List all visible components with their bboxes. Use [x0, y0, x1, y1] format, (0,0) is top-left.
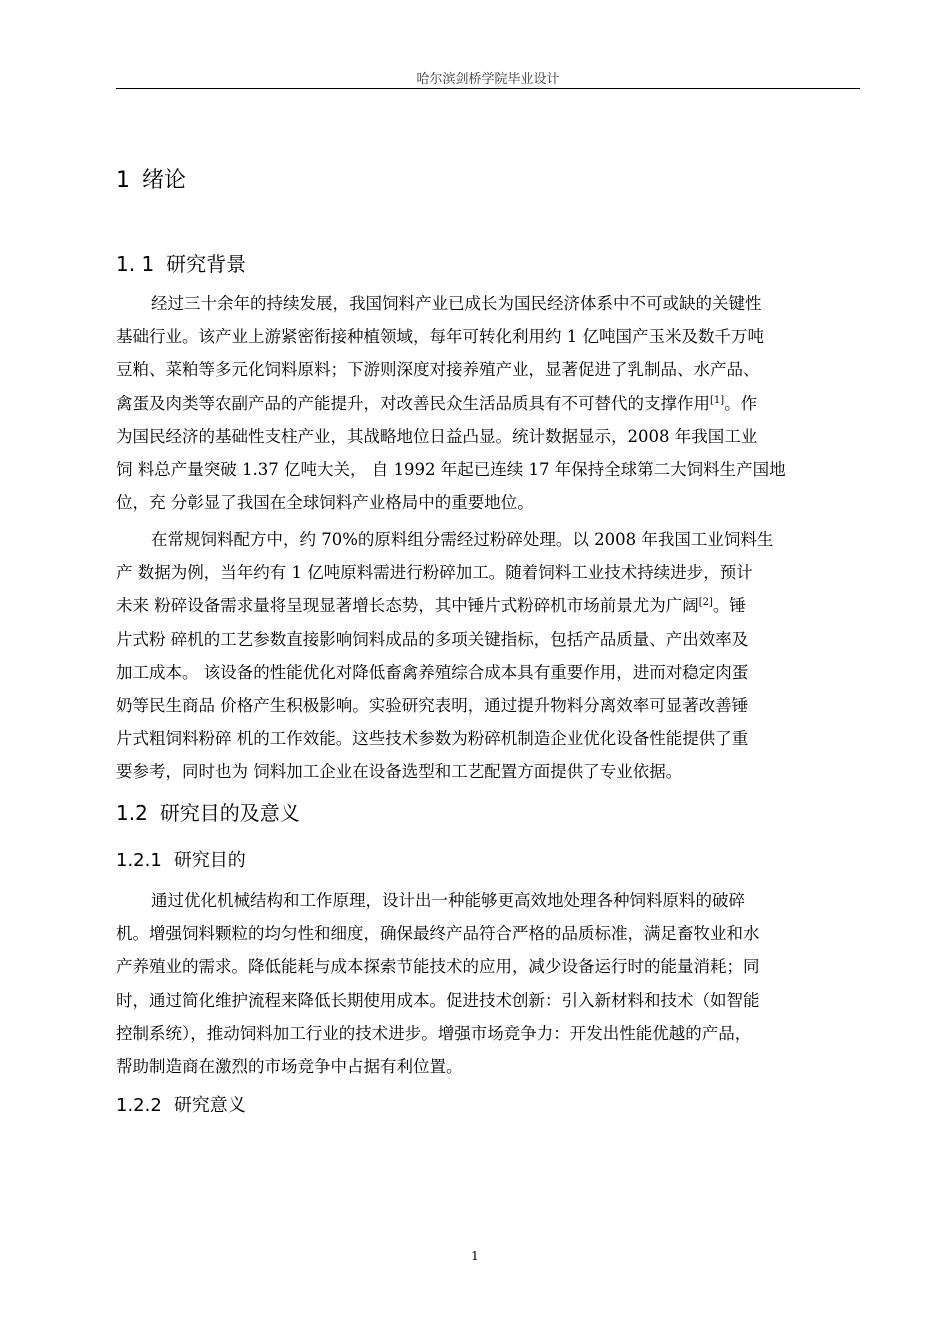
paragraph-background-2 [116, 523, 860, 789]
paragraph-purpose [116, 884, 860, 1083]
chapter-number: 1 [116, 168, 130, 193]
text-line: 在常规饲料配方中，约 70%的原料组分需经过粉碎处理。以 2008 年我国工业饲料生 [151, 530, 774, 549]
section-heading-1-2-2 [116, 1091, 246, 1117]
chapter-title [116, 163, 186, 194]
section-title: 研究目的及意义 [159, 801, 300, 825]
page-header: 哈尔滨剑桥学院毕业设计 [416, 72, 560, 87]
section-heading-1-2 [116, 797, 300, 826]
section-title: 研究意义 [173, 1095, 246, 1116]
section-heading-1-2-1 [116, 846, 246, 872]
citation-ref-1: [1] [710, 394, 725, 406]
text-segment: 。锤 [712, 596, 746, 616]
text-line: 时，通过简化维护流程来降低长期使用成本。促进技术创新：引入新材料和技术（如智能 [116, 990, 760, 1010]
text-line: 要参考，同时也为 饲料加工企业在设备选型和工艺配置方面提供了专业依据。 [116, 762, 683, 782]
text-line: 豆粕、菜粕等多元化饲料原料；下游则深度对接养殖产业，显著促进了乳制品、水产品、 [116, 360, 760, 380]
paragraph-background-1 [116, 287, 860, 519]
header-divider [116, 88, 860, 89]
section-number: 1.2.1 [116, 850, 162, 871]
text-line [116, 589, 860, 622]
text-line: 通过优化机械结构和工作原理，设计出一种能够更高效地处理各种饲料原料的破碎 [151, 891, 745, 910]
text-segment: 未来 粉碎设备需求量将呈现显著增长态势，其中锤片式粉碎机市场前景尤为广阔 [116, 596, 699, 616]
text-line: 片式粉 碎机的工艺参数直接影响饲料成品的多项关键指标，包括产品质量、产出效率及 [116, 629, 749, 649]
text-line: 经过三十余年的持续发展，我国饲料产业已成长为国民经济体系中不可或缺的关键性 [151, 294, 762, 313]
text-line [116, 387, 860, 420]
text-line: 产养殖业的需求。降低能耗与成本探索节能技术的应用，减少设备运行时的能量消耗；同 [116, 957, 760, 977]
section-number: 1.2.2 [116, 1095, 162, 1116]
text-line: 位，充 分彰显了我国在全球饲料产业格局中的重要地位。 [116, 493, 534, 513]
text-line: 加工成本。 该设备的性能优化对降低畜禽养殖综合成本具有重要作用，进而对稳定肉蛋 [116, 662, 749, 682]
text-segment: 。作 [724, 393, 758, 413]
text-line: 控制系统），推动饲料加工行业的技术进步。增强市场竞争力：开发出性能优越的产品， [116, 1023, 752, 1043]
section-number: 1. 1 [116, 252, 155, 276]
text-line: 饲 料总产量突破 1.37 亿吨大关， 自 1992 年起已连续 17 年保持全球第二大饲料生产国地 [116, 459, 786, 479]
section-number: 1.2 [116, 801, 148, 825]
text-line: 片式粗饲料粉碎 机的工作效能。这些技术参数为粉碎机制造企业优化设备性能提供了重 [116, 729, 749, 749]
text-line: 为国民经济的基础性支柱产业，其战略地位日益凸显。统计数据显示，2008 年我国工业 [116, 426, 758, 446]
section-title: 研究目的 [173, 850, 246, 871]
text-line: 产 数据为例，当年约有 1 亿吨原料需进行粉碎加工。随着饲料工业技术持续进步，预计 [116, 563, 753, 583]
text-line: 机。增强饲料颗粒的均匀性和细度，确保最终产品符合严格的品质标准，满足畜牧业和水 [116, 924, 760, 944]
citation-ref-2: [2] [698, 597, 713, 609]
section-title: 研究背景 [166, 252, 247, 276]
section-heading-1-1 [116, 248, 246, 277]
chapter-title-text: 绪论 [142, 168, 187, 193]
page-number: 1 [471, 1249, 479, 1263]
text-line: 奶等民生商品 价格产生积极影响。实验研究表明，通过提升物料分离效率可显著改善锤 [116, 695, 749, 715]
text-line: 基础行业。该产业上游紧密衔接种植领域，每年可转化利用约 1 亿吨国产玉米及数千万吨 [116, 327, 764, 347]
text-line: 帮助制造商在激烈的市场竞争中占据有利位置。 [116, 1056, 463, 1076]
text-segment: 禽蛋及肉类等农副产品的产能提升，对改善民众生活品质具有不可替代的支撑作用 [116, 393, 710, 413]
